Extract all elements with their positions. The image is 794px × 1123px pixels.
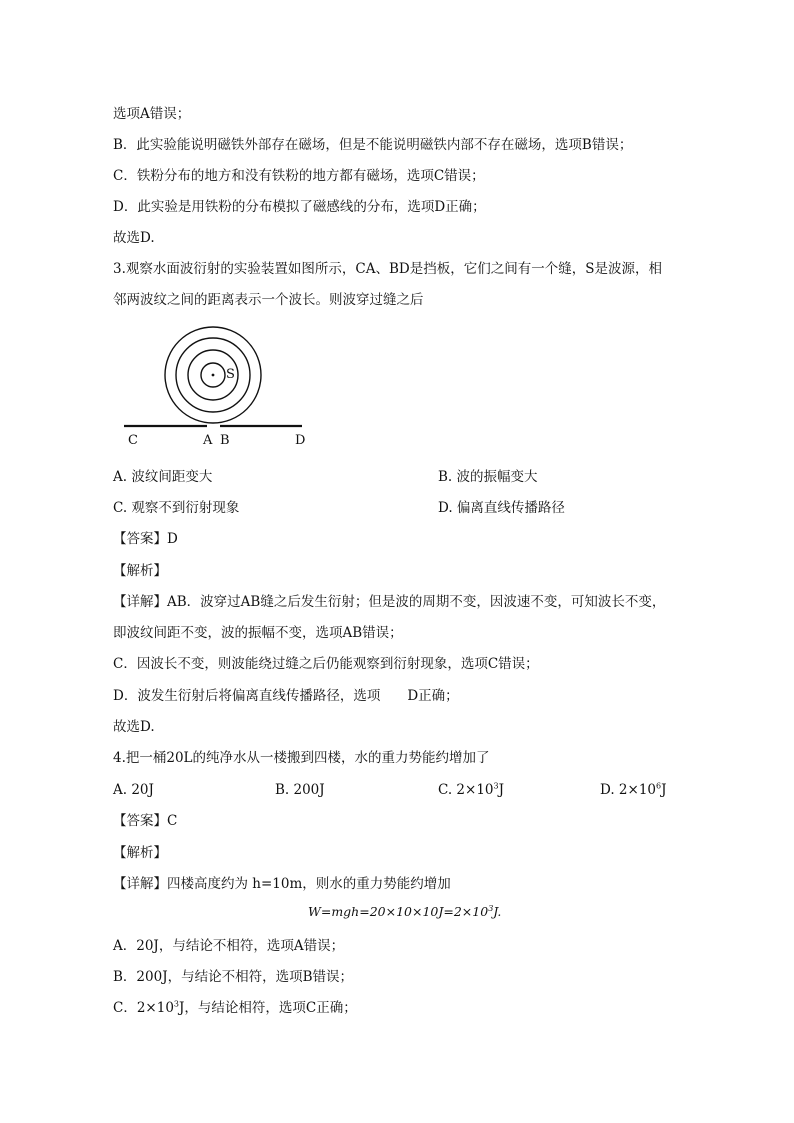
option-d: D. 偏离直线传播路径 <box>438 500 565 516</box>
option-analysis: B．200J，与结论不相符，选项B错误； <box>113 969 354 985</box>
option-analysis: C．$2\times 10^3J$，与结论相符，选项C正确； <box>113 999 357 1016</box>
option-analysis: A．20J，与结论不相符，选项A错误； <box>113 938 345 954</box>
option-b: B. 200J <box>275 782 325 798</box>
label-a: A <box>203 433 213 448</box>
wave-diagram <box>124 322 324 452</box>
analysis-label: 【解析】 <box>113 845 167 861</box>
detail-text: 即波纹间距不变，波的振幅不变，选项AB错误； <box>113 625 403 641</box>
text-line: D．此实验是用铁粉的分布模拟了磁感线的分布，选项D正确； <box>113 199 486 215</box>
label-b: B <box>220 433 230 448</box>
wave-source-dot <box>212 374 215 377</box>
answer-label: 【答案】D <box>113 531 178 547</box>
question-3-stem: 邻两波纹之间的距离表示一个波长。则波穿过缝之后 <box>113 292 424 308</box>
detail-text: 【详解】AB．波穿过AB缝之后发生衍射；但是波的周期不变，因波速不变，可知波长不变， <box>113 594 666 610</box>
option-c: C. 观察不到衍射现象 <box>113 500 240 516</box>
text-line: 故选D. <box>113 230 155 246</box>
label-d: D <box>295 433 306 448</box>
option-b: B. 波的振幅变大 <box>438 469 538 485</box>
text-line: C．铁粉分布的地方和没有铁粉的地方都有磁场，选项C错误； <box>113 168 485 184</box>
detail-text: C．因波长不变，则波能绕过缝之后仍能观察到衍射现象，选项C错误； <box>113 656 539 672</box>
wave-diffraction-figure <box>124 322 324 452</box>
option-a: A. 波纹间距变大 <box>113 469 213 485</box>
text-line: 选项A错误； <box>113 106 191 122</box>
detail-text: D．波发生衍射后将偏离直线传播路径，选项 D正确； <box>113 688 459 704</box>
option-a: A. 20J <box>113 782 154 798</box>
answer-label: 【答案】C <box>113 813 178 829</box>
formula: $W=mgh=20\times 10\times 10J=2\times 10^3J$. <box>308 903 502 919</box>
label-s: S <box>226 367 235 382</box>
conclusion-text: 故选D. <box>113 719 155 735</box>
question-4-stem: 4.把一桶20L的纯净水从一楼搬到四楼，水的重力势能约增加了 <box>113 750 490 766</box>
option-c: C. $2\times 10^3J$ <box>438 781 505 798</box>
detail-text: 【详解】四楼高度约为 h=10m，则水的重力势能约增加 <box>113 876 451 892</box>
text-line: B．此实验能说明磁铁外部存在磁场，但是不能说明磁铁内部不存在磁场，选项B错误； <box>113 137 633 153</box>
question-3-stem: 3.观察水面波衍射的实验装置如图所示，CA、BD是挡板，它们之间有一个缝，S是波源，相 <box>113 261 662 277</box>
option-d: D. $2\times 10^6J$ <box>600 781 667 798</box>
label-c: C <box>128 433 138 448</box>
analysis-label: 【解析】 <box>113 563 167 579</box>
